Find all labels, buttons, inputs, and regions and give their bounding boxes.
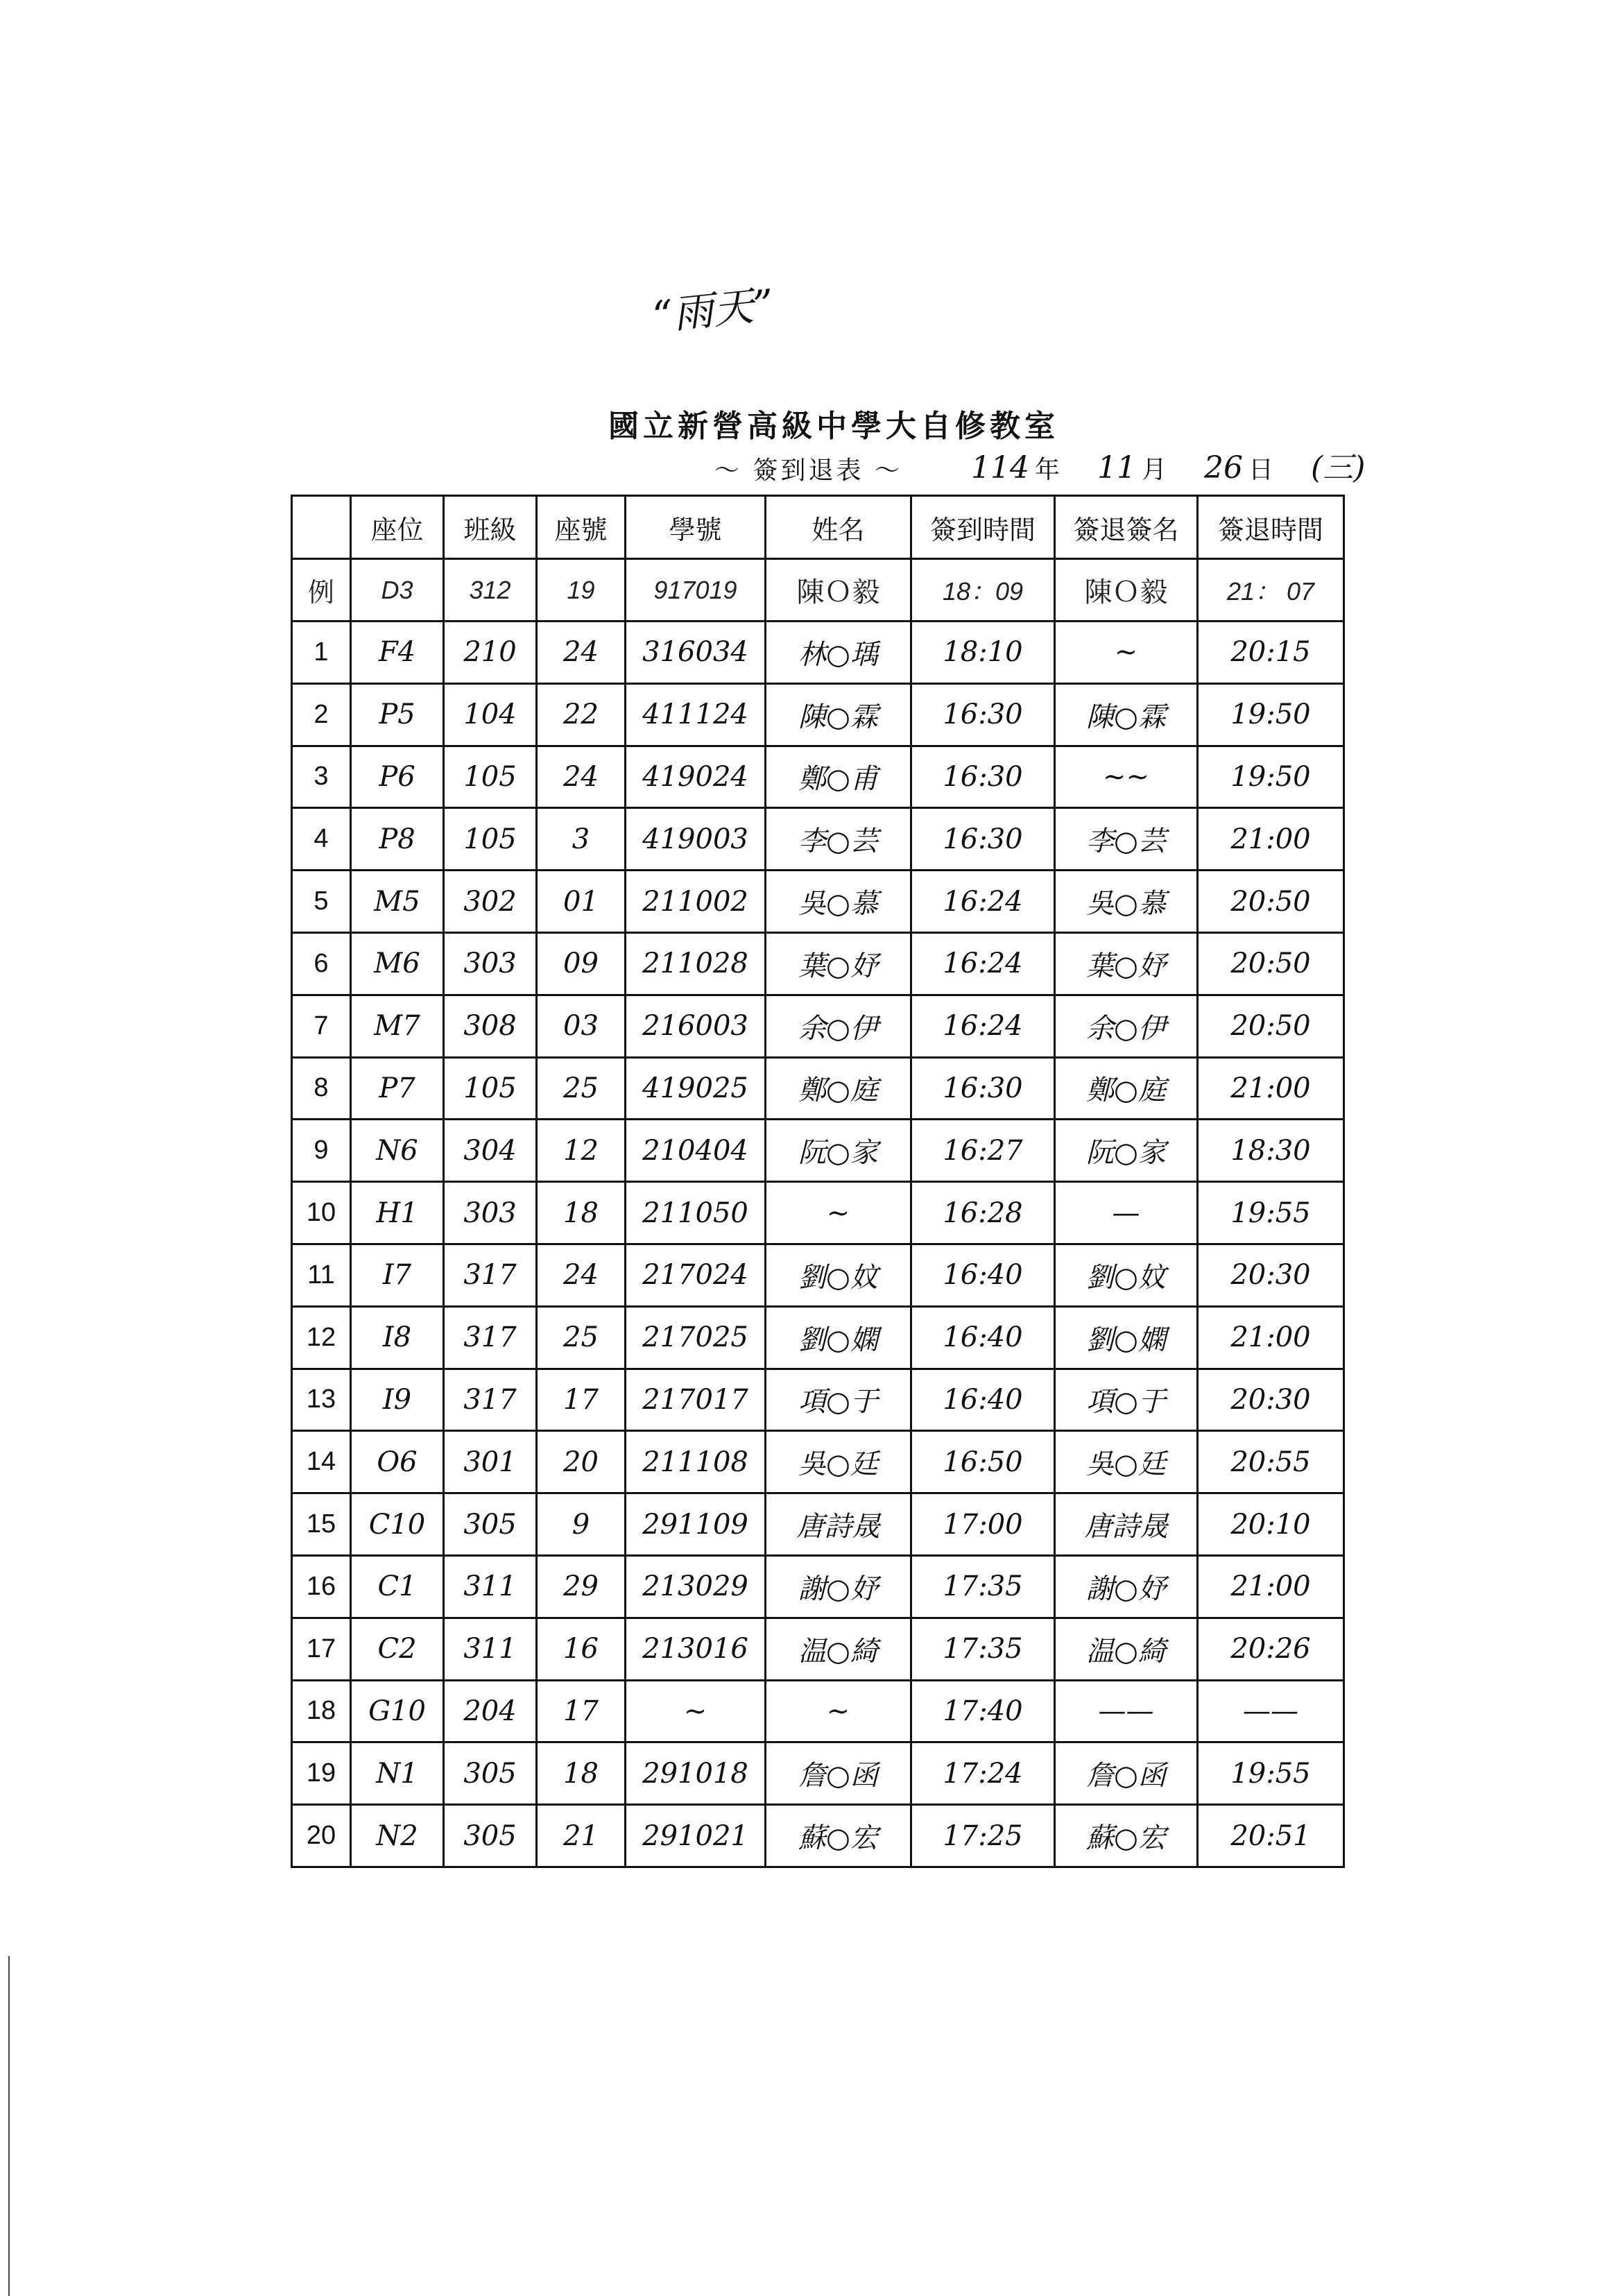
cell-class: 105 [444, 808, 537, 871]
cell-name: 葉○妤 [766, 932, 911, 995]
cell-student-id: 211050 [626, 1182, 766, 1244]
cell-name: 李○芸 [766, 808, 911, 871]
cell-sign-out-signature: 吳○慕 [1055, 871, 1198, 933]
header-row [292, 496, 1344, 559]
cell-sign-in-time: 16:24 [911, 932, 1055, 995]
cell-row-number: 3 [292, 746, 351, 808]
cell-seat: G10 [351, 1680, 444, 1742]
cell-seat: I8 [351, 1306, 444, 1369]
cell-sign-out-signature: 劉○嫻 [1055, 1306, 1198, 1369]
table-row [292, 1244, 1344, 1306]
cell-row-number: 9 [292, 1120, 351, 1182]
example-sign-out-signature: 陳Ｏ毅 [1055, 559, 1198, 622]
table-row [292, 1805, 1344, 1867]
cell-sign-out-time: 20:30 [1198, 1244, 1344, 1306]
cell-seat: C2 [351, 1618, 444, 1680]
table-row [292, 1306, 1344, 1369]
cell-name: 項○于 [766, 1369, 911, 1431]
cell-student-id: ∼ [626, 1680, 766, 1742]
cell-name: 陳○霖 [766, 683, 911, 746]
cell-sign-out-signature: 温○綺 [1055, 1618, 1198, 1680]
cell-row-number: 20 [292, 1805, 351, 1867]
cell-row-number: 8 [292, 1057, 351, 1120]
cell-name: 鄭○庭 [766, 1057, 911, 1120]
cell-class: 105 [444, 746, 537, 808]
cell-sign-out-signature: 李○芸 [1055, 808, 1198, 871]
cell-seat-number: 24 [537, 1244, 626, 1306]
cell-class: 308 [444, 995, 537, 1057]
cell-sign-out-signature: 項○于 [1055, 1369, 1198, 1431]
cell-row-number: 13 [292, 1369, 351, 1431]
example-sign-out-time: 21： 07 [1198, 559, 1344, 622]
cell-sign-out-signature: —— [1055, 1680, 1198, 1742]
cell-row-number: 11 [292, 1244, 351, 1306]
cell-seat: N2 [351, 1805, 444, 1867]
cell-sign-in-time: 16:30 [911, 1057, 1055, 1120]
cell-class: 317 [444, 1306, 537, 1369]
cell-sign-out-time: 20:55 [1198, 1431, 1344, 1493]
cell-sign-out-time: 20:15 [1198, 622, 1344, 684]
table-row [292, 746, 1344, 808]
cell-class: 311 [444, 1618, 537, 1680]
cell-seat: M6 [351, 932, 444, 995]
table-row [292, 683, 1344, 746]
example-name: 陳Ｏ毅 [766, 559, 911, 622]
cell-seat-number: 21 [537, 1805, 626, 1867]
column-header-sign-in-time: 簽到時間 [911, 496, 1055, 559]
cell-seat-number: 20 [537, 1431, 626, 1493]
cell-class: 302 [444, 871, 537, 933]
table-row [292, 1742, 1344, 1805]
cell-seat: C1 [351, 1555, 444, 1618]
column-header-sign-out-time: 簽退時間 [1198, 496, 1344, 559]
cell-class: 104 [444, 683, 537, 746]
cell-seat-number: 3 [537, 808, 626, 871]
table-row [292, 1431, 1344, 1493]
cell-seat: O6 [351, 1431, 444, 1493]
page-title: 國立新營高級中學大自修教室 [608, 409, 1059, 444]
column-header-class: 班級 [444, 496, 537, 559]
table-row [292, 1618, 1344, 1680]
cell-sign-in-time: 17:35 [911, 1618, 1055, 1680]
cell-class: 204 [444, 1680, 537, 1742]
scan-edge-line [8, 1956, 10, 2296]
date-month: 11 [1097, 450, 1136, 486]
cell-seat-number: 01 [537, 871, 626, 933]
cell-seat-number: 16 [537, 1618, 626, 1680]
table-row [292, 1057, 1344, 1120]
date-weekday: (三) [1311, 450, 1366, 486]
cell-row-number: 17 [292, 1618, 351, 1680]
cell-sign-in-time: 17:00 [911, 1493, 1055, 1556]
cell-class: 303 [444, 1182, 537, 1244]
cell-sign-out-time: 20:30 [1198, 1369, 1344, 1431]
cell-row-number: 12 [292, 1306, 351, 1369]
example-row [292, 559, 1344, 622]
cell-sign-in-time: 16:28 [911, 1182, 1055, 1244]
cell-row-number: 19 [292, 1742, 351, 1805]
cell-class: 311 [444, 1555, 537, 1618]
cell-seat: M5 [351, 871, 444, 933]
cell-student-id: 213029 [626, 1555, 766, 1618]
cell-seat-number: 03 [537, 995, 626, 1057]
cell-sign-out-signature: 謝○妤 [1055, 1555, 1198, 1618]
cell-sign-out-signature: 吳○廷 [1055, 1431, 1198, 1493]
cell-seat: C10 [351, 1493, 444, 1556]
column-header-row-number [292, 496, 351, 559]
cell-name: 温○綺 [766, 1618, 911, 1680]
cell-class: 305 [444, 1493, 537, 1556]
cell-sign-out-signature: 唐詩晟 [1055, 1493, 1198, 1556]
cell-seat: N6 [351, 1120, 444, 1182]
example-row-number: 例 [292, 559, 351, 622]
cell-seat: P7 [351, 1057, 444, 1120]
cell-student-id: 419003 [626, 808, 766, 871]
cell-sign-out-time: 19:50 [1198, 683, 1344, 746]
cell-class: 303 [444, 932, 537, 995]
cell-sign-out-time: 18:30 [1198, 1120, 1344, 1182]
table-row [292, 1120, 1344, 1182]
cell-seat-number: 12 [537, 1120, 626, 1182]
cell-sign-out-time: —— [1198, 1680, 1344, 1742]
example-student-id: 917019 [626, 559, 766, 622]
cell-sign-out-time: 20:50 [1198, 871, 1344, 933]
cell-name: 劉○嫻 [766, 1306, 911, 1369]
column-header-seat: 座位 [351, 496, 444, 559]
table-row [292, 808, 1344, 871]
cell-sign-in-time: 16:24 [911, 871, 1055, 933]
cell-sign-in-time: 18:10 [911, 622, 1055, 684]
cell-seat-number: 17 [537, 1369, 626, 1431]
cell-sign-in-time: 17:24 [911, 1742, 1055, 1805]
cell-sign-in-time: 16:30 [911, 746, 1055, 808]
cell-row-number: 7 [292, 995, 351, 1057]
cell-sign-out-time: 21:00 [1198, 808, 1344, 871]
table-row [292, 1555, 1344, 1618]
cell-class: 305 [444, 1742, 537, 1805]
cell-seat-number: 9 [537, 1493, 626, 1556]
cell-sign-in-time: 16:40 [911, 1369, 1055, 1431]
table-row [292, 932, 1344, 995]
cell-seat: M7 [351, 995, 444, 1057]
cell-seat-number: 24 [537, 622, 626, 684]
cell-class: 304 [444, 1120, 537, 1182]
cell-seat-number: 18 [537, 1182, 626, 1244]
cell-name: 謝○妤 [766, 1555, 911, 1618]
cell-sign-in-time: 17:25 [911, 1805, 1055, 1867]
cell-sign-in-time: 17:40 [911, 1680, 1055, 1742]
column-header-sign-out-signature: 簽退簽名 [1055, 496, 1198, 559]
cell-name: 詹○函 [766, 1742, 911, 1805]
cell-student-id: 211002 [626, 871, 766, 933]
cell-sign-out-time: 19:55 [1198, 1182, 1344, 1244]
cell-row-number: 10 [292, 1182, 351, 1244]
date-month-label: 月 [1142, 456, 1167, 484]
column-header-student-id: 學號 [626, 496, 766, 559]
table-row [292, 1493, 1344, 1556]
example-seat-number: 19 [537, 559, 626, 622]
column-header-seat-number: 座號 [537, 496, 626, 559]
table-row [292, 1369, 1344, 1431]
cell-sign-out-signature: 蘇○宏 [1055, 1805, 1198, 1867]
cell-student-id: 211028 [626, 932, 766, 995]
cell-class: 210 [444, 622, 537, 684]
example-class: 312 [444, 559, 537, 622]
cell-seat: N1 [351, 1742, 444, 1805]
cell-class: 301 [444, 1431, 537, 1493]
cell-sign-in-time: 16:50 [911, 1431, 1055, 1493]
table-row [292, 622, 1344, 684]
cell-class: 305 [444, 1805, 537, 1867]
cell-name: 唐詩晟 [766, 1493, 911, 1556]
cell-seat: P8 [351, 808, 444, 871]
cell-sign-out-signature: ∼ [1055, 622, 1198, 684]
cell-name: 鄭○甫 [766, 746, 911, 808]
example-seat: D3 [351, 559, 444, 622]
cell-row-number: 16 [292, 1555, 351, 1618]
date-day-label: 日 [1248, 456, 1274, 484]
cell-sign-in-time: 17:35 [911, 1555, 1055, 1618]
cell-sign-out-time: 20:10 [1198, 1493, 1344, 1556]
cell-sign-out-time: 19:50 [1198, 746, 1344, 808]
cell-name: 阮○家 [766, 1120, 911, 1182]
cell-name: ∼ [766, 1182, 911, 1244]
cell-sign-out-signature: 鄭○庭 [1055, 1057, 1198, 1120]
cell-sign-in-time: 16:24 [911, 995, 1055, 1057]
handwritten-note: “雨天” [650, 280, 776, 340]
column-header-name: 姓名 [766, 496, 911, 559]
date-year-label: 年 [1034, 456, 1060, 484]
cell-seat: P6 [351, 746, 444, 808]
cell-sign-out-signature: 陳○霖 [1055, 683, 1198, 746]
cell-name: ∼ [766, 1680, 911, 1742]
table-row [292, 1182, 1344, 1244]
cell-student-id: 211108 [626, 1431, 766, 1493]
table-row [292, 1680, 1344, 1742]
cell-sign-out-time: 20:26 [1198, 1618, 1344, 1680]
cell-row-number: 18 [292, 1680, 351, 1742]
cell-sign-in-time: 16:30 [911, 683, 1055, 746]
cell-name: 蘇○宏 [766, 1805, 911, 1867]
date-day: 26 [1204, 450, 1244, 486]
cell-sign-in-time: 16:40 [911, 1306, 1055, 1369]
cell-row-number: 2 [292, 683, 351, 746]
cell-student-id: 291109 [626, 1493, 766, 1556]
cell-student-id: 217025 [626, 1306, 766, 1369]
cell-class: 317 [444, 1244, 537, 1306]
cell-sign-out-signature: 余○伊 [1055, 995, 1198, 1057]
cell-row-number: 4 [292, 808, 351, 871]
cell-row-number: 6 [292, 932, 351, 995]
cell-sign-in-time: 16:40 [911, 1244, 1055, 1306]
cell-sign-out-time: 20:50 [1198, 995, 1344, 1057]
cell-row-number: 1 [292, 622, 351, 684]
cell-name: 林○瑀 [766, 622, 911, 684]
cell-student-id: 316034 [626, 622, 766, 684]
cell-sign-out-time: 21:00 [1198, 1057, 1344, 1120]
cell-seat-number: 18 [537, 1742, 626, 1805]
cell-sign-out-signature: — [1055, 1182, 1198, 1244]
table-row [292, 871, 1344, 933]
cell-sign-out-time: 20:50 [1198, 932, 1344, 995]
cell-seat: H1 [351, 1182, 444, 1244]
date-year: 114 [971, 450, 1029, 486]
cell-name: 吳○慕 [766, 871, 911, 933]
cell-sign-out-signature: ∼∼ [1055, 746, 1198, 808]
cell-row-number: 5 [292, 871, 351, 933]
cell-seat-number: 09 [537, 932, 626, 995]
cell-seat-number: 29 [537, 1555, 626, 1618]
cell-class: 317 [444, 1369, 537, 1431]
cell-sign-out-signature: 葉○妤 [1055, 932, 1198, 995]
cell-student-id: 217017 [626, 1369, 766, 1431]
cell-student-id: 411124 [626, 683, 766, 746]
cell-student-id: 216003 [626, 995, 766, 1057]
cell-sign-in-time: 16:30 [911, 808, 1055, 871]
cell-name: 余○伊 [766, 995, 911, 1057]
cell-sign-out-time: 21:00 [1198, 1555, 1344, 1618]
cell-student-id: 419025 [626, 1057, 766, 1120]
cell-sign-out-time: 20:51 [1198, 1805, 1344, 1867]
cell-row-number: 14 [292, 1431, 351, 1493]
cell-seat: I7 [351, 1244, 444, 1306]
cell-sign-out-signature: 詹○函 [1055, 1742, 1198, 1805]
table-row [292, 995, 1344, 1057]
cell-seat-number: 25 [537, 1306, 626, 1369]
cell-student-id: 213016 [626, 1618, 766, 1680]
cell-seat-number: 24 [537, 746, 626, 808]
cell-name: 劉○妏 [766, 1244, 911, 1306]
cell-name: 吳○廷 [766, 1431, 911, 1493]
cell-sign-in-time: 16:27 [911, 1120, 1055, 1182]
cell-student-id: 291018 [626, 1742, 766, 1805]
sign-in-table [291, 495, 1345, 1868]
cell-seat: P5 [351, 683, 444, 746]
cell-seat-number: 25 [537, 1057, 626, 1120]
cell-seat-number: 17 [537, 1680, 626, 1742]
cell-seat: F4 [351, 622, 444, 684]
cell-seat-number: 22 [537, 683, 626, 746]
cell-student-id: 217024 [626, 1244, 766, 1306]
cell-sign-out-time: 21:00 [1198, 1306, 1344, 1369]
cell-sign-out-signature: 阮○家 [1055, 1120, 1198, 1182]
cell-sign-out-time: 19:55 [1198, 1742, 1344, 1805]
cell-row-number: 15 [292, 1493, 351, 1556]
cell-class: 105 [444, 1057, 537, 1120]
cell-student-id: 419024 [626, 746, 766, 808]
page-subtitle: ～ 簽到退表 ～ [714, 456, 902, 485]
cell-student-id: 291021 [626, 1805, 766, 1867]
date [971, 443, 1371, 487]
cell-student-id: 210404 [626, 1120, 766, 1182]
example-sign-in-time: 18：09 [911, 559, 1055, 622]
cell-sign-out-signature: 劉○妏 [1055, 1244, 1198, 1306]
cell-seat: I9 [351, 1369, 444, 1431]
